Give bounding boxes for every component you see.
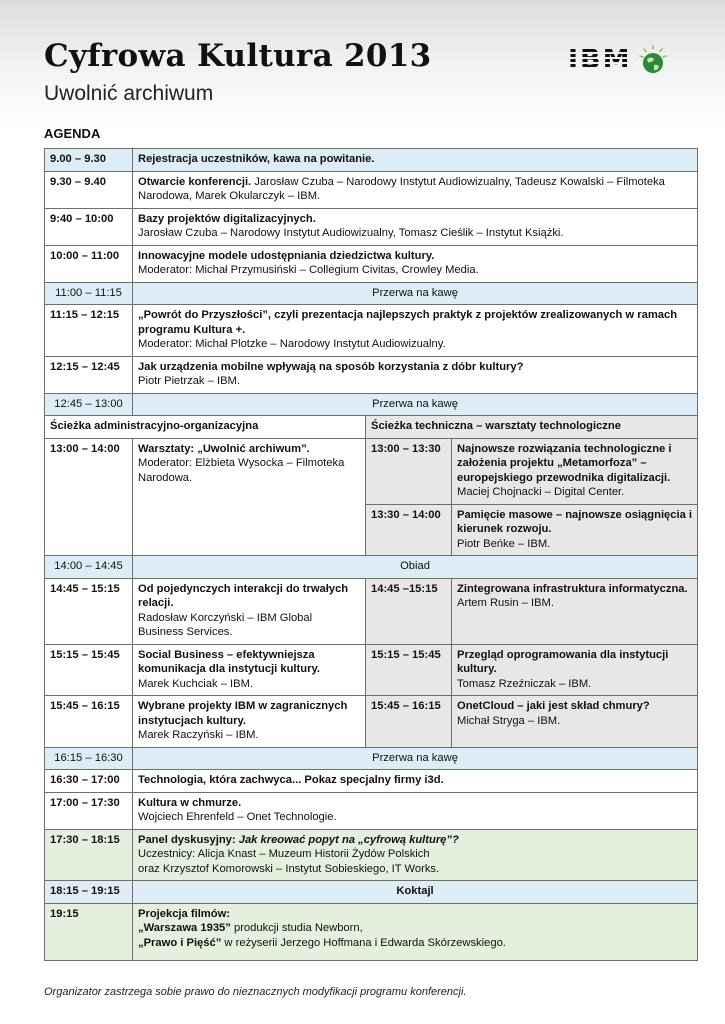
globe-icon <box>638 45 668 75</box>
time-cell: 14:45 –15:15 <box>366 578 452 644</box>
logo-text: IBM <box>568 44 632 75</box>
time-cell: 9.00 – 9.30 <box>45 149 133 172</box>
time-cell: 16:15 – 16:30 <box>45 747 133 770</box>
time-cell: 14:45 – 15:15 <box>45 578 133 644</box>
agenda-row <box>45 644 698 696</box>
film-info: w reżyserii Jerzego Hoffmana i Edwarda Skórzewskiego. <box>221 936 506 949</box>
agenda-row <box>45 356 698 393</box>
session-cell <box>133 696 366 748</box>
ibm-logo <box>568 44 668 75</box>
panel-label: Panel dyskusyjny: <box>138 833 236 846</box>
agenda-row <box>45 208 698 245</box>
time-cell: 11:15 – 12:15 <box>45 305 133 357</box>
session-title: Zintegrowana infrastruktura informatyczna. <box>457 582 688 595</box>
session-speakers: Jarosław Czuba – Narodowy Instytut Audiowizualny, Tomasz Cieślik – Instytut Książki. <box>138 227 564 239</box>
agenda-row <box>45 149 698 172</box>
session-title <box>138 833 692 848</box>
session-title: Jak urządzenia mobilne wpływają na sposób korzystania z dóbr kultury? <box>138 360 524 373</box>
session-cell <box>452 644 698 696</box>
break-label: Przerwa na kawę <box>133 393 698 416</box>
session-title: Koktajl <box>133 881 698 904</box>
session-cell <box>133 305 698 357</box>
session-title: Przegląd oprogramowania dla instytucji kultury. <box>457 648 669 675</box>
time-cell: 12:15 – 12:45 <box>45 356 133 393</box>
session-speakers: Michał Stryga – IBM. <box>457 714 561 727</box>
session-speakers: Artem Rusin – IBM. <box>457 597 554 609</box>
session-cell <box>133 578 366 644</box>
time-cell: 14:00 – 14:45 <box>45 556 133 579</box>
session-cell <box>452 696 698 748</box>
session-speakers: Uczestnicy: Alicja Knast – Muzeum Historii Żydów Polskich <box>138 848 430 860</box>
time-cell: 19:15 <box>45 903 133 961</box>
session-speakers: Moderator: Michał Plotzke – Narodowy Instytut Audiowizualny. <box>138 338 446 350</box>
session-cell <box>133 792 698 829</box>
break-label: Przerwa na kawę <box>133 747 698 770</box>
session-cell <box>133 903 698 961</box>
session-speakers: oraz Krzysztof Komorowski – Instytut Sobieskiego, IT Works. <box>138 862 440 875</box>
film-line <box>138 936 692 951</box>
session-cell <box>452 578 698 644</box>
session-title: Otwarcie konferencji. <box>138 175 252 188</box>
time-cell: 10:00 – 11:00 <box>45 245 133 282</box>
session-title: „Powrót do Przyszłości”, czyli prezentacja najlepszych praktyk z projektów zrealizowanych w ramach programu Kultura +. <box>138 309 678 336</box>
agenda-row <box>45 903 698 961</box>
session-speakers: Piotr Pietrzak – IBM. <box>138 375 240 387</box>
session-speakers: Jarosław Czuba – Narodowy Instytut Audiowizualny, Tadeusz Kowalski – Filmoteka Narodowa, Marek Okularczyk – IBM. <box>138 175 665 202</box>
session-title: Wybrane projekty IBM w zagranicznych instytucjach kultury. <box>138 700 348 727</box>
session-title: Social Business – efektywniejsza komunikacja dla instytucji kultury. <box>138 648 320 675</box>
session-title: Warsztaty: „Uwolnić archiwum”. <box>138 442 310 455</box>
page-subtitle: Uwolnić archiwum <box>44 82 214 105</box>
agenda-table <box>44 148 698 961</box>
break-label: Obiad <box>133 556 698 579</box>
film-title: „Prawo i Pięść” <box>138 936 222 949</box>
time-cell: 15:45 – 16:15 <box>366 696 452 748</box>
time-cell: 17:00 – 17:30 <box>45 792 133 829</box>
session-cell <box>133 208 698 245</box>
agenda-row <box>45 578 698 644</box>
time-cell: 16:30 – 17:00 <box>45 770 133 793</box>
session-speakers: Wojciech Ehrenfeld – Onet Technologie. <box>138 811 337 823</box>
agenda-row <box>45 792 698 829</box>
session-title: Innowacyjne modele udostępniania dziedzictwa kultury. <box>138 249 435 262</box>
session-cell <box>133 356 698 393</box>
session-cell <box>133 829 698 881</box>
session-speakers: Moderator: Elżbieta Wysocka – Filmoteka Narodowa. <box>138 457 345 484</box>
session-cell <box>133 171 698 208</box>
film-info: produkcji studia Newborn, <box>230 922 363 934</box>
session-title: Od pojedynczych interakcji do trwałych relacji. <box>138 582 349 609</box>
time-cell: 9:40 – 10:00 <box>45 208 133 245</box>
session-title: Rejestracja uczestników, kawa na powitanie. <box>133 149 698 172</box>
time-cell: 17:30 – 18:15 <box>45 829 133 881</box>
session-speakers: Marek Kuchciak – IBM. <box>138 677 254 690</box>
time-cell: 15:15 – 15:45 <box>366 644 452 696</box>
film-title: „Warszawa 1935” <box>138 922 231 934</box>
time-cell: 13:00 – 13:30 <box>366 438 452 504</box>
break-label: Przerwa na kawę <box>133 282 698 305</box>
session-speakers: Maciej Chojnacki – Digital Center. <box>457 486 625 498</box>
session-title: Bazy projektów digitalizacyjnych. <box>138 212 316 225</box>
session-speakers: Marek Raczyński – IBM. <box>138 729 259 741</box>
session-cell <box>133 245 698 282</box>
time-cell: 18:15 – 19:15 <box>45 881 133 904</box>
time-cell: 15:45 – 16:15 <box>45 696 133 748</box>
track-tech-heading: Ścieżka techniczna – warsztaty technologiczne <box>366 416 698 439</box>
session-cell <box>452 504 698 556</box>
session-cell <box>133 438 366 556</box>
agenda-row <box>45 881 698 904</box>
time-cell: 15:15 – 15:45 <box>45 644 133 696</box>
track-header-row <box>45 416 698 439</box>
agenda-row <box>45 770 698 793</box>
session-speakers: Tomasz Rzeźniczak – IBM. <box>457 677 592 690</box>
session-speakers: Moderator: Michał Przymusiński – Collegium Civitas, Crowley Media. <box>138 264 479 276</box>
break-row <box>45 556 698 579</box>
page-title: Cyfrowa Kultura 2013 <box>44 38 432 74</box>
agenda-row <box>45 171 698 208</box>
agenda-row <box>45 696 698 748</box>
time-cell: 11:00 – 11:15 <box>45 282 133 305</box>
time-cell: 12:45 – 13:00 <box>45 393 133 416</box>
agenda-heading: AGENDA <box>44 126 101 141</box>
session-title: Pamięcie masowe – najnowsze osiągnięcia i kierunek rozwoju. <box>457 508 693 535</box>
footer-note: Organizator zastrzega sobie prawo do nieznacznych modyfikacji programu konferencji. <box>44 986 467 998</box>
session-cell <box>133 644 366 696</box>
film-line <box>138 921 692 936</box>
break-row <box>45 747 698 770</box>
break-row <box>45 282 698 305</box>
agenda-row <box>45 438 698 504</box>
session-speakers: Piotr Beńke – IBM. <box>457 537 551 550</box>
session-title: Najnowsze rozwiązania technologiczne i założenia projektu „Metamorfoza” – europejskiego przewodnika digitalizacji. <box>457 442 672 484</box>
agenda-row <box>45 305 698 357</box>
session-title: Technologia, która zachwyca... Pokaz specjalny firmy i3d. <box>133 770 698 793</box>
session-title: Kultura w chmurze. <box>138 796 242 809</box>
track-admin-heading: Ścieżka administracyjno-organizacyjna <box>45 416 366 439</box>
session-title: OnetCloud – jaki jest skład chmury? <box>457 700 650 712</box>
panel-topic: Jak kreować popyt na „cyfrową kulturę”? <box>235 833 459 846</box>
agenda-row <box>45 829 698 881</box>
time-cell: 13:30 – 14:00 <box>366 504 452 556</box>
session-speakers: Radosław Korczyński – IBM Global Business Services. <box>138 611 313 638</box>
agenda-row <box>45 245 698 282</box>
break-row <box>45 393 698 416</box>
session-cell <box>452 438 698 504</box>
time-cell: 13:00 – 14:00 <box>45 438 133 556</box>
session-title: Projekcja filmów: <box>138 907 231 920</box>
time-cell: 9.30 – 9.40 <box>45 171 133 208</box>
